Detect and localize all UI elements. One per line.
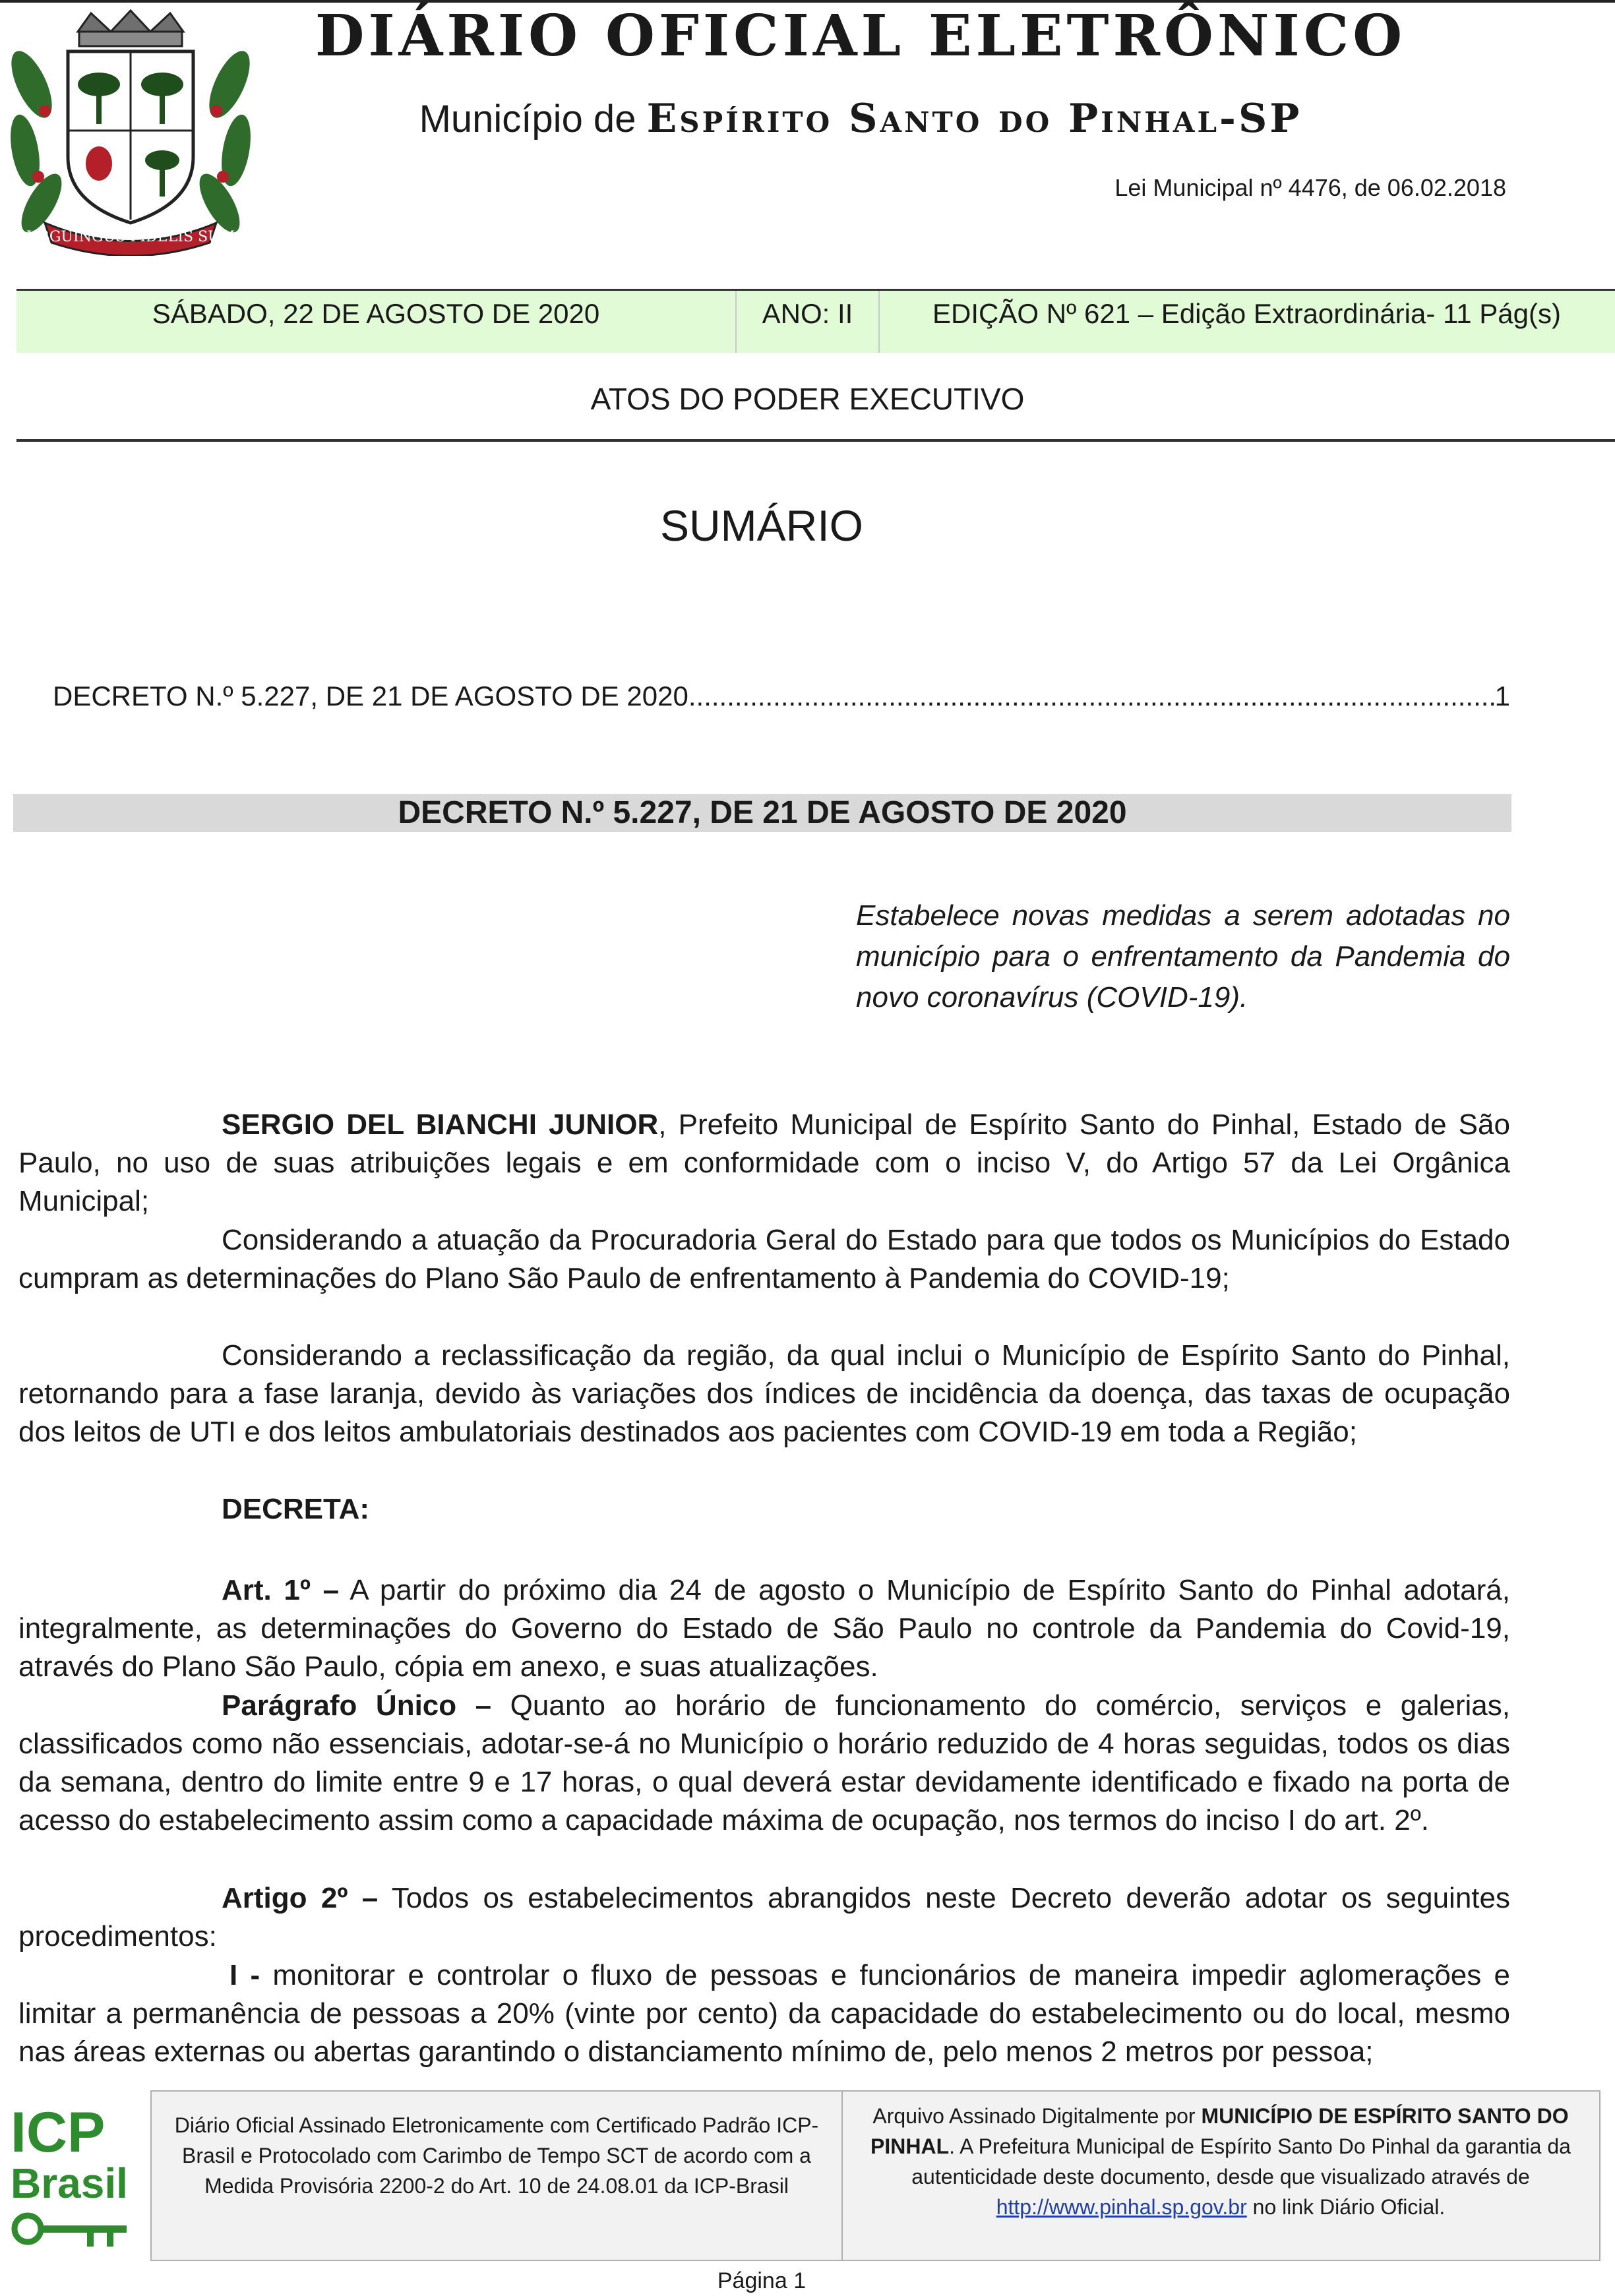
subtitle-prefix: Município de — [419, 98, 636, 140]
decree-consideration-2 — [18, 1337, 1510, 1451]
decree-article-1 — [18, 1571, 1510, 1686]
article-2-text: Todos os estabelecimentos abrangidos neste Decreto deverão adotar os seguintes procedimentos: — [18, 1882, 1510, 1952]
edition-date: SÁBADO, 22 DE AGOSTO DE 2020 — [152, 298, 600, 329]
decree-article-2 — [18, 1879, 1510, 1956]
edition-bar — [16, 289, 1615, 353]
consideration-2-text: Considerando a reclassificação da região, da qual inclui o Município de Espírito Santo do Pinhal, retornando para a fase laranja, devido às variações dos índices de incidência da doença, das taxas de ocupação dos leitos de UTI e dos leitos ambulatoriais destinados aos pacientes com COVID-19 em toda a Região; — [18, 1339, 1510, 1448]
municipality-name: Espírito Santo do Pinhal-SP — [646, 96, 1302, 142]
municipal-crest-logo — [5, 5, 256, 256]
page-number: Página 1 — [717, 2268, 807, 2293]
signed-by-entity: MUNICÍPIO DE ESPÍRITO SANTO DO PINHAL — [870, 2104, 1569, 2158]
summary-entry-page: 1 — [1494, 680, 1510, 711]
signature-certificate-text: Diário Oficial Assinado Eletronicamente com Certificado Padrão ICP-Brasil e Protocolado com Carimbo de Tempo SCT de acordo com a Medida Provisória 2200-2 do Art. 10 de 24.08.01 da ICP-Brasil — [174, 2113, 819, 2198]
consideration-1-text: Considerando a atuação da Procuradoria Geral do Estado para que todos os Municípios do Estado cumpram as determinações do Plano São Paulo de enfrentamento à Pandemia do COVID-19; — [18, 1224, 1510, 1294]
summary-entry-text: DECRETO N.º 5.227, DE 21 DE AGOSTO DE 2020 — [53, 680, 688, 711]
item-1-text: monitorar e controlar o fluxo de pessoas e funcionários de maneira impedir aglomerações e limitar a permanência de pessoas a 20% (vinte por cento) da capacidade do estabelecimento ou do local, mesmo nas áreas externas ou abertas garantindo o distanciamento mínimo de, pelo menos 2 metros por pessoa; — [18, 1959, 1510, 2068]
decree-item-1 — [18, 1956, 1510, 2071]
article-1-label: Art. 1º – — [222, 1574, 340, 1606]
law-reference: Lei Municipal nº 4476, de 06.02.2018 — [1114, 174, 1506, 201]
authenticity-text: . A Prefeitura Municipal de Espírito Santo Do Pinhal da garantia da autenticidade deste documento, desde que visualizado através de — [911, 2134, 1571, 2189]
authenticity-suffix: no link Diário Oficial. — [1246, 2195, 1446, 2219]
signature-authenticity-text — [848, 2101, 1593, 2222]
signature-box-divider — [841, 2090, 843, 2260]
section-title: ATOS DO PODER EXECUTIVO — [590, 382, 1025, 416]
decree-consideration-1 — [18, 1221, 1510, 1298]
preamble-text: , Prefeito Municipal de Espírito Santo do Pinhal, Estado de São Paulo, no uso de suas atribuições legais e em conformidade com o inciso V, do Artigo 57 da Lei Orgânica Municipal; — [18, 1108, 1510, 1217]
svg-text:Brasil: Brasil — [11, 2160, 128, 2207]
article-2-label: Artigo 2º – — [222, 1882, 379, 1914]
section-divider — [16, 439, 1615, 442]
decree-sole-paragraph — [18, 1687, 1510, 1840]
item-1-label: I - — [229, 1959, 260, 1991]
edition-number: EDIÇÃO Nº 621 – Edição Extraordinária- 11 Pág(s) — [932, 298, 1561, 329]
decreta-label: DECRETA: — [222, 1493, 370, 1525]
decree-heading: DECRETO N.º 5.227, DE 21 DE AGOSTO DE 2020 — [13, 794, 1511, 832]
sole-paragraph-text: Quanto ao horário de funcionamento do comércio, serviços e galerias, classificados como não essenciais, adotar-se-á no Município o horário reduzido de 4 horas seguidas, todos os dias da semana, dentro do limite entre 9 e 17 horas, o qual deverá estar devidamente identificado e fixado na porta de acesso do estabelecimento assim como a capacidade máxima de ocupação, nos termos do inciso I do art. 2º. — [18, 1689, 1510, 1836]
mayor-name: SERGIO DEL BIANCHI JUNIOR — [222, 1108, 659, 1141]
article-1-text: A partir do próximo dia 24 de agosto o Município de Espírito Santo do Pinhal adotará, integralmente, as determinações do Governo do Estado de São Paulo no controle da Pandemia do Covid-19, através do Plano São Paulo, cópia em anexo, e suas atualizações. — [18, 1574, 1510, 1683]
newspaper-title: DIÁRIO OFICIAL ELETRÔNICO — [315, 3, 1407, 69]
svg-text:ICP: ICP — [11, 2101, 106, 2164]
summary-leader-dots — [688, 676, 1495, 717]
icp-brasil-logo — [8, 2100, 140, 2258]
svg-text:URGUINGUS FIDELIS SUM: URGUINGUS FIDELIS SUM — [26, 229, 235, 245]
summary-title: SUMÁRIO — [659, 501, 864, 550]
decree-preamble — [18, 1106, 1510, 1221]
decree-ementa: Estabelece novas medidas a serem adotadas no município para o enfrentamento da Pandemia do novo coronavírus (COVID-19). — [856, 899, 1510, 1013]
edition-year: ANO: II — [735, 291, 880, 353]
sole-paragraph-label: Parágrafo Único – — [222, 1689, 492, 1722]
website-link[interactable]: http://www.pinhal.sp.gov.br — [996, 2195, 1247, 2219]
signed-by-prefix: Arquivo Assinado Digitalmente por — [872, 2104, 1202, 2128]
decree-decreta — [18, 1490, 1510, 1528]
summary-entry-link[interactable] — [53, 676, 1510, 717]
municipality-subtitle — [284, 92, 1438, 146]
